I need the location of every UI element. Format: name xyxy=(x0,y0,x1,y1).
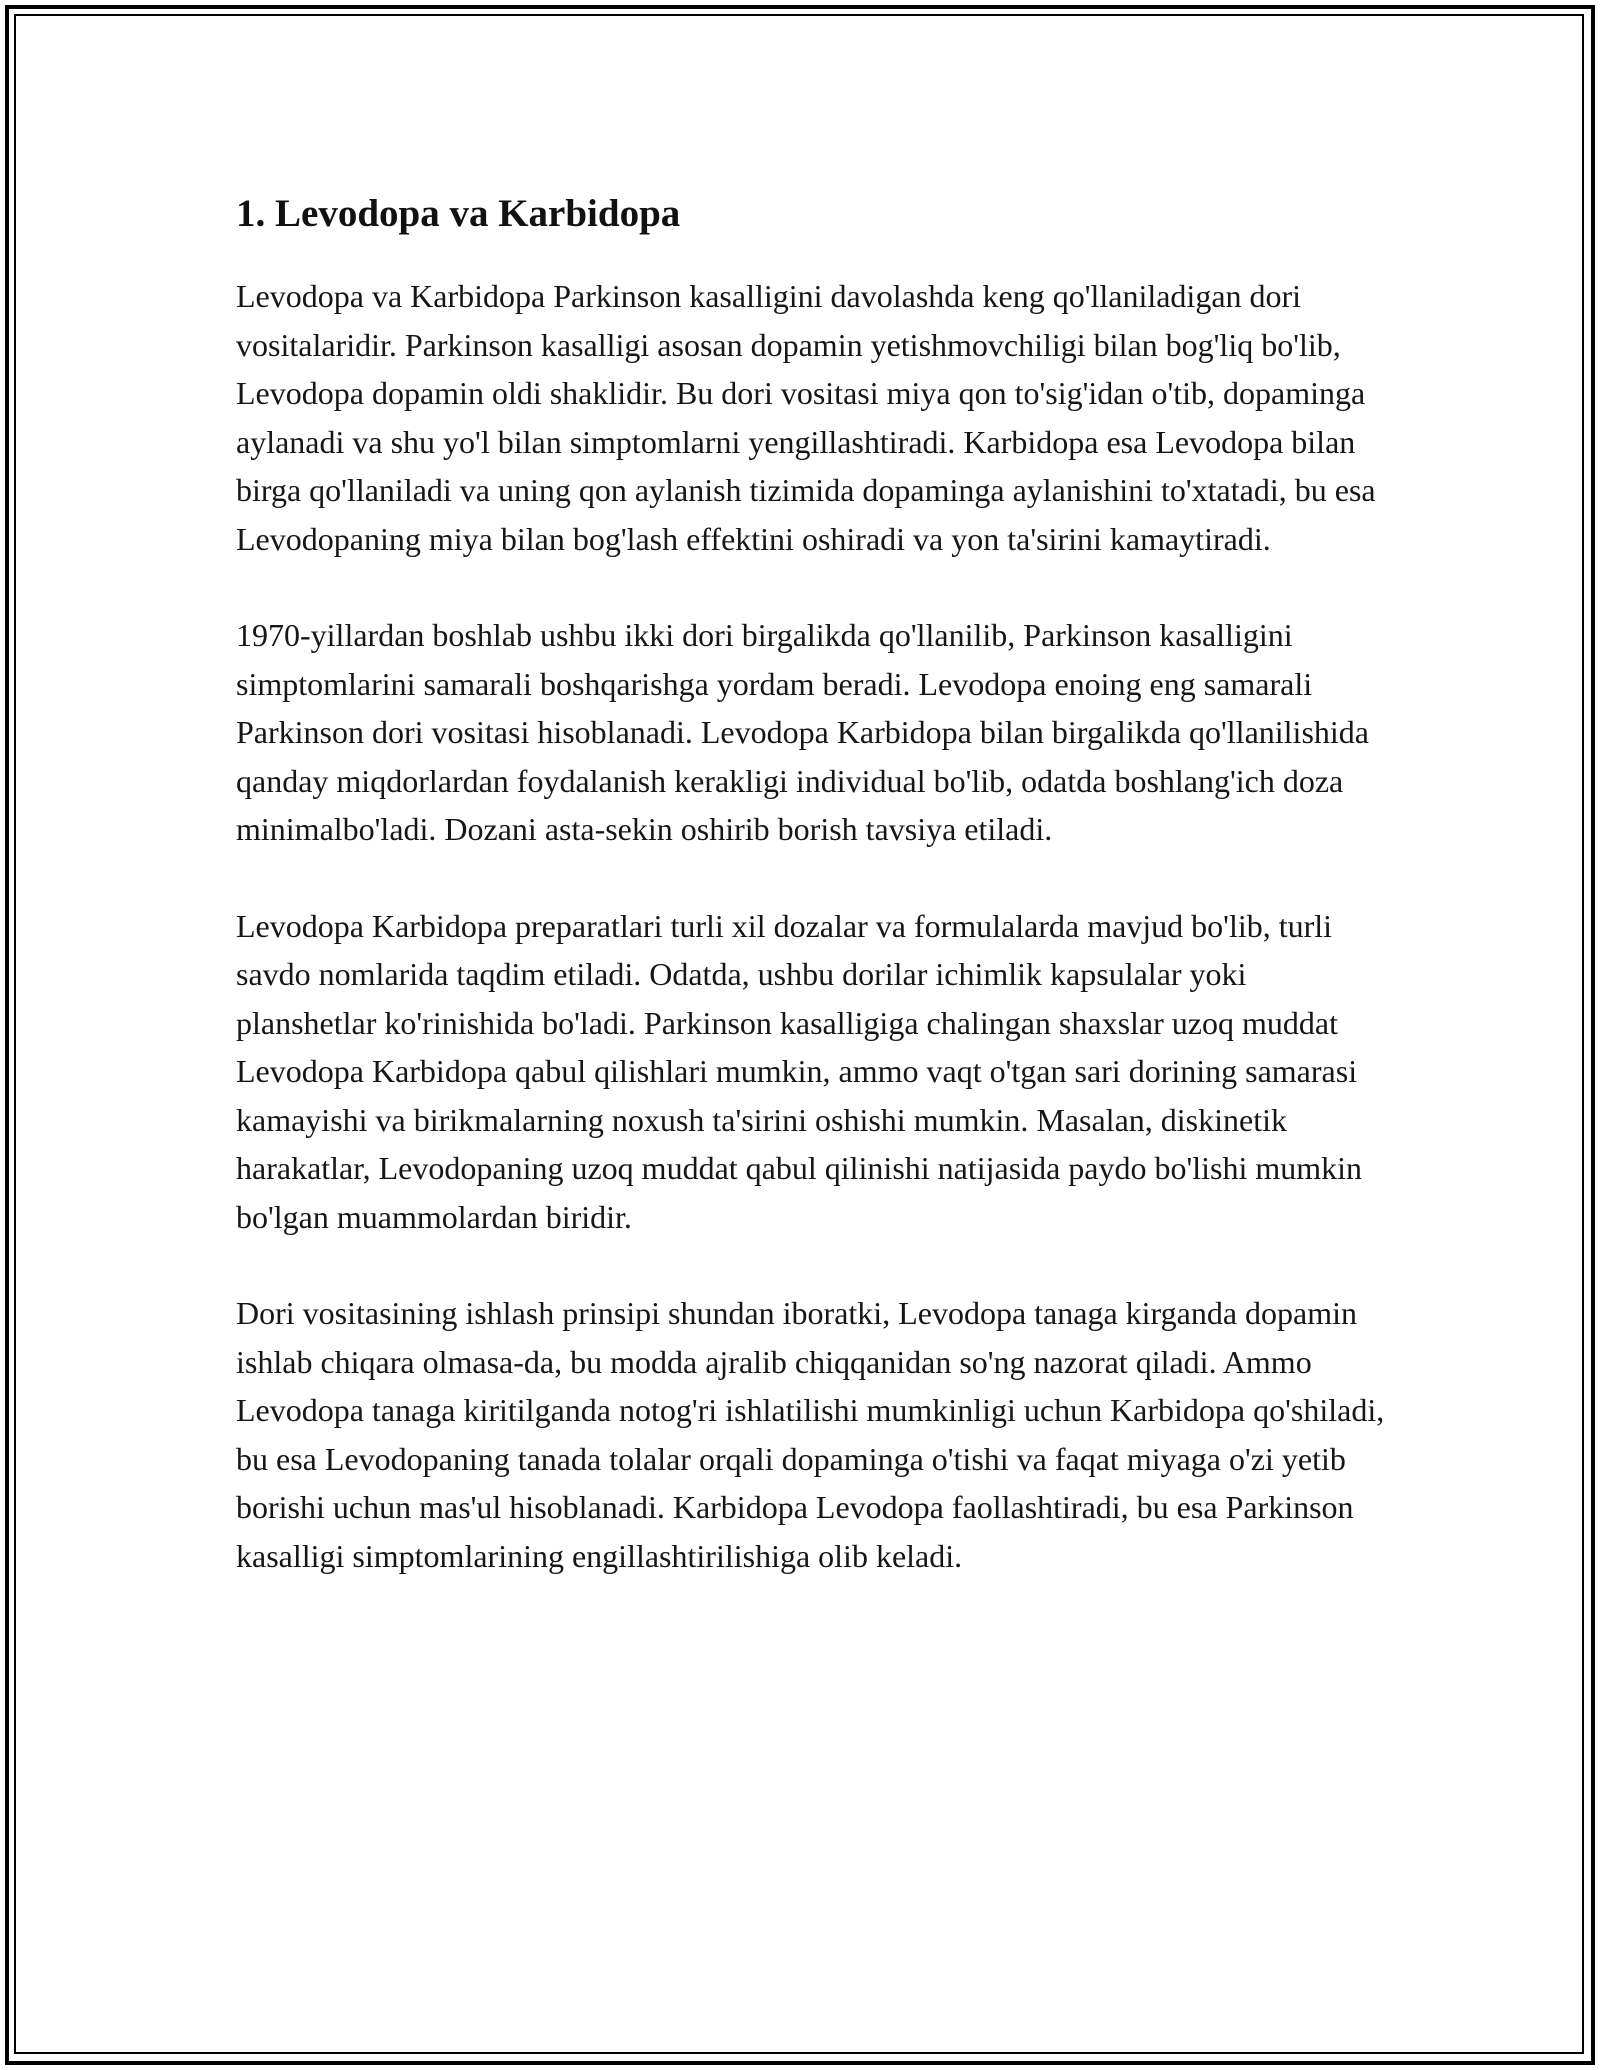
paragraph-1: Levodopa va Karbidopa Parkinson kasalligini davolashda keng qo'llaniladigan dori vositalaridir. Parkinson kasalligi asosan dopamin yetishmovchiligi bilan bog'liq bo'lib, Levodopa dopamin oldi shaklidir. Bu dori vositasi miya qon to'sig'idan o'tib, dopaminga aylanadi va shu yo'l bilan simptomlarni yengillashtiradi. Karbidopa esa Levodopa bilan birga qo'llaniladi va uning qon aylanish tizimida dopaminga aylanishini to'xtatadi, bu esa Levodopaning miya bilan bog'lash effektini oshiradi va yon ta'sirini kamaytiradi. xyxy=(236,278,1376,557)
section-heading: 1. Levodopa va Karbidopa xyxy=(236,192,681,235)
paragraph-2: 1970-yillardan boshlab ushbu ikki dori birgalikda qo'llanilib, Parkinson kasalligini simptomlarini samarali boshqarishga yordam beradi. Levodopa enoing eng samarali Parkinson dori vositasi hisoblanadi. Levodopa Karbidopa bilan birgalikda qo'llanilishida qanday miqdorlardan foydalanish kerakligi individual bo'lib, odatda boshlang'ich doza minimalbo'ladi. Dozani asta-sekin oshirib borish tavsiya etiladi. xyxy=(236,617,1369,847)
document-body xyxy=(236,186,1386,1628)
paragraph-3: Levodopa Karbidopa preparatlari turli xil dozalar va formulalarda mavjud bo'lib, turli savdo nomlarida taqdim etiladi. Odatda, ushbu dorilar ichimlik kapsulalar yoki planshetlar ko'rinishida bo'ladi. Parkinson kasalligiga chalingan shaxslar uzoq muddat Levodopa Karbidopa qabul qilishlari mumkin, ammo vaqt o'tgan sari dorining samarasi kamayishi va birikmalarning noxush ta'sirini oshishi mumkin. Masalan, diskinetik harakatlar, Levodopaning uzoq muddat qabul qilinishi natijasida paydo bo'lishi mumkin bo'lgan muammolardan biridir. xyxy=(236,907,1363,1235)
paragraph-4: Dori vositasining ishlash prinsipi shundan iboratki, Levodopa tanaga kirganda dopamin ishlab chiqara olmasa-da, bu modda ajralib chiqqanidan so'ng nazorat qiladi. Ammo Levodopa tanaga kiritilganda notog'ri ishlatilishi mumkinligi uchun Karbidopa qo'shiladi, bu esa Levodopaning tanada tolalar orqali dopaminga o'tishi va faqat miyaga o'zi yetib borishi uchun mas'ul hisoblanadi. Karbidopa Levodopa faollashtiradi, bu esa Parkinson kasalligi simptomlarining engillashtirilishiga olib keladi. xyxy=(236,1295,1385,1574)
